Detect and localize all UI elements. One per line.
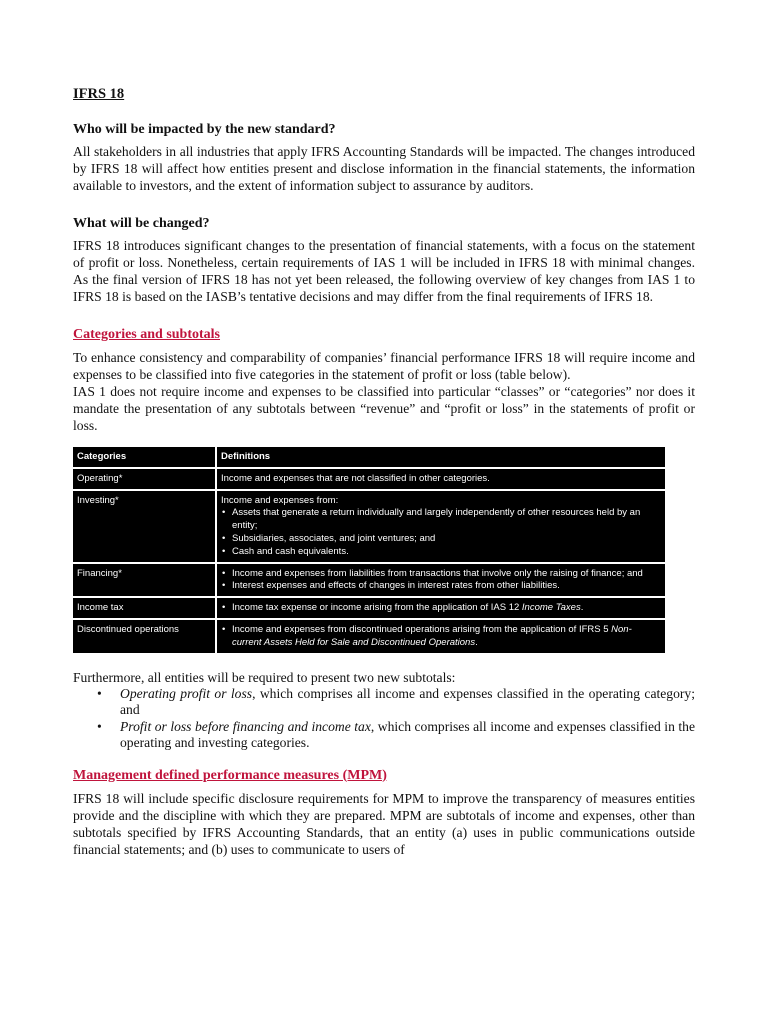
categories-table (73, 445, 665, 655)
table-cell-definition (217, 598, 665, 618)
definition-bullet: • Income and expenses from liabilities from transactions that involve only the raising of finance; and (221, 568, 661, 581)
categories-para-2: IAS 1 does not require income and expenses to be classified into particular “classes” or “categories” nor does it mandate the presentation of any subtotals between “revenue” and “profit or loss” in the statements of profit or loss. (73, 384, 695, 433)
subtotal-name: Operating profit or loss (120, 685, 253, 701)
standard-name: Non-current Assets Held for Sale and Discontinued Operations (232, 623, 632, 648)
table-header-row (73, 447, 665, 467)
table-row-discontinued (73, 620, 665, 653)
mpm-body: IFRS 18 will include specific disclosure requirements for MPM to improve the transparency of measures entities provide and the discipline with which they are prepared. MPM are subtotals of income and expenses, other than subtotals specified by IFRS Accounting Standards, that an entity (a) uses in public communications outside financial statements; and (b) uses to communicate to users of (73, 790, 695, 857)
section-body-impacted: All stakeholders in all industries that apply IFRS Accounting Standards will be impacted. The changes introduced by IFRS 18 will affect how entities present and disclose information in the financial statements, the information available to investors, and the extent of information subject to assurance by auditors. (73, 144, 695, 193)
subtotals-intro: Furthermore, all entities will be required to present two new subtotals: (73, 669, 456, 685)
categories-heading: Categories and subtotals (73, 327, 221, 342)
subtotal-item (73, 719, 695, 752)
standard-name: Income Taxes (521, 602, 581, 614)
definition-list (221, 568, 661, 594)
definition-intro: Income and expenses from: (221, 494, 339, 506)
document-title: IFRS 18 (73, 86, 125, 102)
bullet-icon: • (97, 718, 102, 734)
section-body-changed: IFRS 18 introduces significant changes to the presentation of financial statements, with a focus on the statement of profit or loss. Nonetheless, certain requirements of IAS 1 will be included in IFRS 18 with minimal changes. As the final version of IFRS 18 has not yet been released, the following overview of key changes from IAS 1 to IFRS 18 is based on the IASB’s tentative decisions and may differ from the final requirements of IFRS 18. (73, 238, 695, 304)
definition-bullet: • Assets that generate a return individually and largely independently of other resources held by an entity; (221, 507, 661, 533)
table-row-investing (73, 491, 665, 562)
table-cell-category: Financing* (73, 564, 217, 597)
definition-text: Income and expenses from discontinued operations arising from the application of IFRS 5 (232, 623, 612, 635)
definition-bullet: • Cash and cash equivalents. (221, 546, 661, 559)
section-heading-changed: What will be changed? (73, 216, 210, 231)
definition-bullet: • Interest expenses and effects of changes in interest rates from other liabilities. (221, 580, 661, 593)
table-cell-definition (217, 620, 665, 653)
definition-list (221, 602, 661, 615)
definition-text-end: . (475, 636, 478, 648)
table-cell-category: Investing* (73, 491, 217, 562)
table-row-financing (73, 564, 665, 597)
categories-table-wrapper (73, 445, 695, 655)
table-cell-category: Operating* (73, 469, 217, 489)
subtotals-list (73, 686, 695, 752)
definition-text: Income tax expense or income arising from the application of IAS 12 (232, 602, 522, 614)
subtotal-text: , which comprises all income and expenses classified in the operating category; and (120, 685, 696, 718)
table-cell-definition: Income and expenses that are not classified in other categories. (217, 469, 665, 489)
definition-text-end: . (580, 602, 584, 614)
table-cell-definition (217, 564, 665, 597)
table-row-operating (73, 469, 665, 489)
definition-list (221, 624, 661, 650)
categories-para-1: To enhance consistency and comparability of companies’ financial performance IFRS 18 will require income and expenses to be classified into five categories in the statement of profit or loss (table below). (73, 350, 695, 382)
table-cell-category: Discontinued operations (73, 620, 217, 653)
definition-bullet (221, 624, 661, 650)
definition-bullet (221, 602, 661, 615)
table-row-income-tax (73, 598, 665, 618)
subtotal-name: Profit or loss before financing and income tax (120, 718, 371, 734)
document-content (73, 84, 695, 878)
table-header-definitions: Definitions (217, 447, 665, 467)
definition-list (221, 507, 661, 558)
subtotal-item (73, 686, 695, 719)
subtotal-text: , which comprises all income and expenses classified in the operating and investing categories. (120, 718, 695, 751)
bullet-icon: • (97, 685, 102, 701)
table-header-categories: Categories (73, 447, 217, 467)
mpm-heading: Management defined performance measures (MPM) (73, 767, 387, 783)
table-cell-definition (217, 491, 665, 562)
definition-bullet: • Subsidiaries, associates, and joint ventures; and (221, 533, 661, 546)
table-cell-category: Income tax (73, 598, 217, 618)
section-heading-impacted: Who will be impacted by the new standard? (73, 122, 336, 137)
